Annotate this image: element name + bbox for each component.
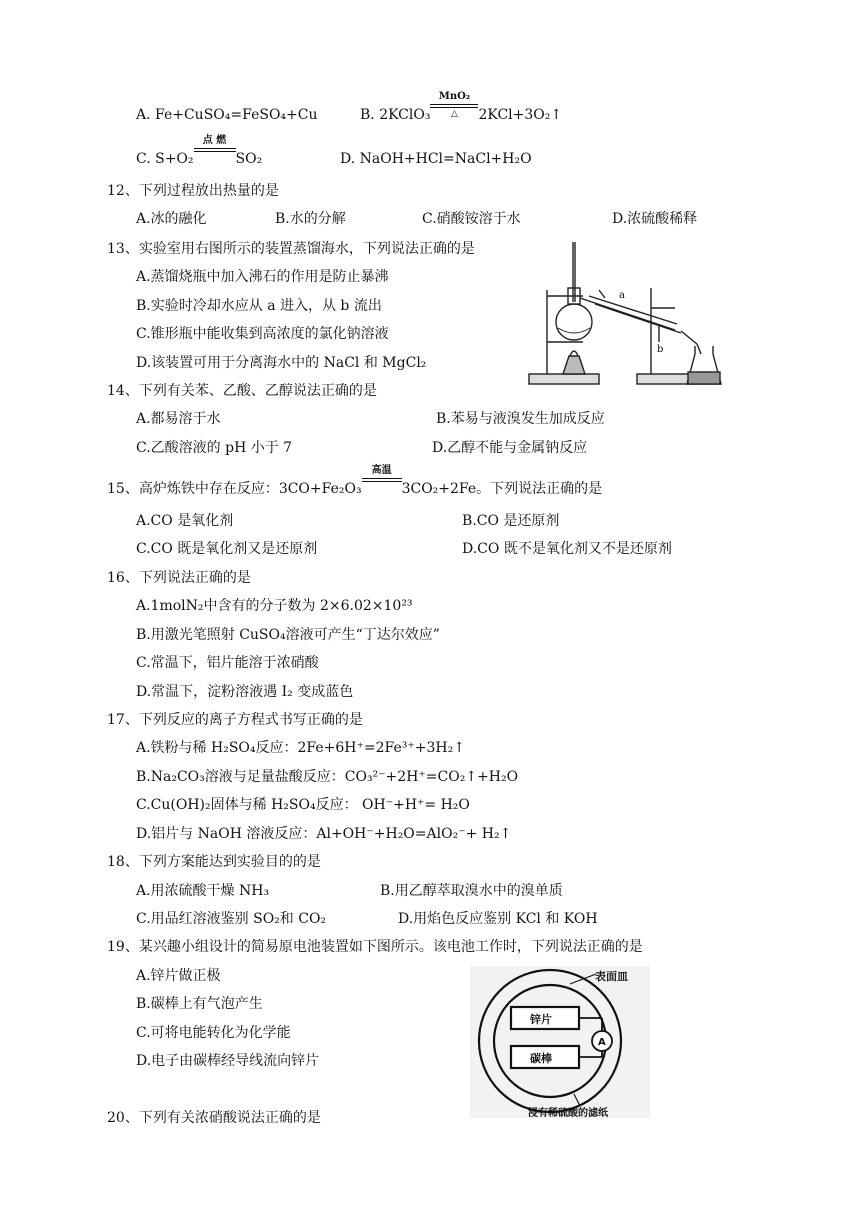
q11-option-b-catalyst: MnO₂ [438,91,471,102]
q19-figure-ammeter: A [598,1037,606,1048]
q18-option-a: A.用浓硫酸干燥 NH₃ [136,883,270,899]
q19-option-a: A.锌片做正极 [136,968,221,984]
q18-option-b: B.用乙醇萃取溴水中的溴单质 [380,883,563,899]
q16-option-c: C.常温下，铝片能溶于浓硝酸 [136,655,319,671]
q12-option-b: B.水的分解 [275,211,346,227]
q17-stem: 17、下列反应的离子方程式书写正确的是 [107,712,363,728]
q11-option-c-condition [194,135,236,168]
q17-option-c: C.Cu(OH)₂固体与稀 H₂SO₄反应： OH⁻+H⁺= H₂O [136,797,470,813]
q11-option-b [360,91,563,124]
q12-stem: 12、下列过程放出热量的是 [107,183,279,199]
q15-option-d: D.CO 既不是氧化剂又不是还原剂 [462,541,672,557]
q13-option-d: D.该装置可用于分离海水中的 NaCl 和 MgCl₂ [136,355,427,371]
q18-stem: 18、下列方案能达到实验目的的是 [107,854,321,870]
q16-stem: 16、下列说法正确的是 [107,570,251,586]
q14-option-b: B.苯易与液溴发生加成反应 [436,411,605,427]
q19-figure-label-paper: 浸有稀硫酸的滤纸 [528,1108,608,1118]
galvanic-cell-figure [470,966,650,1118]
q11-option-b-product: 2KCl+3O₂↑ [478,107,563,123]
q19-option-c: C.可将电能转化为化学能 [136,1025,291,1041]
q11-option-c-reactant: C. S+O₂ [136,151,194,167]
q18-option-c: C.用品红溶液鉴别 SO₂和 CO₂ [136,911,327,927]
q15-option-b: B.CO 是还原剂 [462,513,560,529]
q14-option-c: C.乙酸溶液的 pH 小于 7 [136,440,293,456]
q11-option-c-ignite: 点 燃 [202,135,227,146]
q16-option-d: D.常温下，淀粉溶液遇 I₂ 变成蓝色 [136,684,354,700]
q11-option-b-reactant: B. 2KClO₃ [360,107,431,123]
q19-figure-label-plate: 表面皿 [595,970,628,983]
q13-option-a: A.蒸馏烧瓶中加入沸石的作用是防止暴沸 [136,269,389,285]
q19-option-d: D.电子由碳棒经导线流向锌片 [136,1053,320,1069]
q14-option-a: A.都易溶于水 [136,411,221,427]
q11-option-d: D. NaOH+HCl=NaCl+H₂O [340,151,532,167]
q12-option-d: D.浓硫酸稀释 [612,211,698,227]
q18-option-d: D.用焰色反应鉴别 KCl 和 KOH [398,911,598,927]
q19-figure-label-zinc: 锌片 [530,1013,552,1026]
q15-stem-condition [362,465,402,498]
q13-stem: 13、实验室用右图所示的装置蒸馏海水，下列说法正确的是 [107,241,475,257]
q15-stem-products: 3CO₂+2Fe。下列说法正确的是 [401,481,603,497]
q20-stem: 20、下列有关浓硝酸说法正确的是 [107,1110,321,1126]
q11-option-c [136,135,263,168]
q17-option-a: A.铁粉与稀 H₂SO₄反应：2Fe+6H⁺=2Fe³⁺+3H₂↑ [136,740,465,756]
q16-option-b: B.用激光笔照射 CuSO₄溶液可产生“丁达尔效应” [136,627,440,643]
q12-option-c: C.硝酸铵溶于水 [422,211,521,227]
q19-figure-label-carbon: 碳棒 [530,1052,552,1065]
q13-option-b: B.实验时冷却水应从 a 进入，从 b 流出 [136,298,382,314]
q13-option-c: C.锥形瓶中能收集到高浓度的氯化钠溶液 [136,326,389,342]
q16-option-a: A.1molN₂中含有的分子数为 2×6.02×10²³ [136,598,413,614]
q15-stem [107,465,603,498]
q11-option-b-condition [430,91,478,124]
q13-figure-label-b: b [657,344,664,355]
q14-option-d: D.乙醇不能与金属钠反应 [432,440,588,456]
q12-option-a: A.冰的融化 [136,211,207,227]
q15-option-a: A.CO 是氧化剂 [136,513,234,529]
q19-option-b: B.碳棒上有气泡产生 [136,996,263,1012]
q13-figure-label-a: a [619,290,625,301]
q15-stem-high-temp: 高温 [371,465,392,476]
q11-option-b-heat: △ [451,109,458,119]
q14-stem: 14、下列有关苯、乙酸、乙醇说法正确的是 [107,383,377,399]
q15-option-c: C.CO 既是氧化剂又是还原剂 [136,541,318,557]
q17-option-b: B.Na₂CO₃溶液与足量盐酸反应：CO₃²⁻+2H⁺=CO₂↑+H₂O [136,769,519,785]
q15-stem-reactants: 15、高炉炼铁中存在反应：3CO+Fe₂O₃ [107,481,362,497]
distillation-apparatus-figure [525,238,725,390]
q17-option-d: D.铝片与 NaOH 溶液反应：Al+OH⁻+H₂O=AlO₂⁻+ H₂↑ [136,826,512,842]
q19-stem: 19、某兴趣小组设计的简易原电池装置如下图所示。该电池工作时，下列说法正确的是 [107,939,643,955]
q11-option-a: A. Fe+CuSO₄=FeSO₄+Cu [136,107,318,123]
q11-option-c-product: SO₂ [235,151,263,167]
